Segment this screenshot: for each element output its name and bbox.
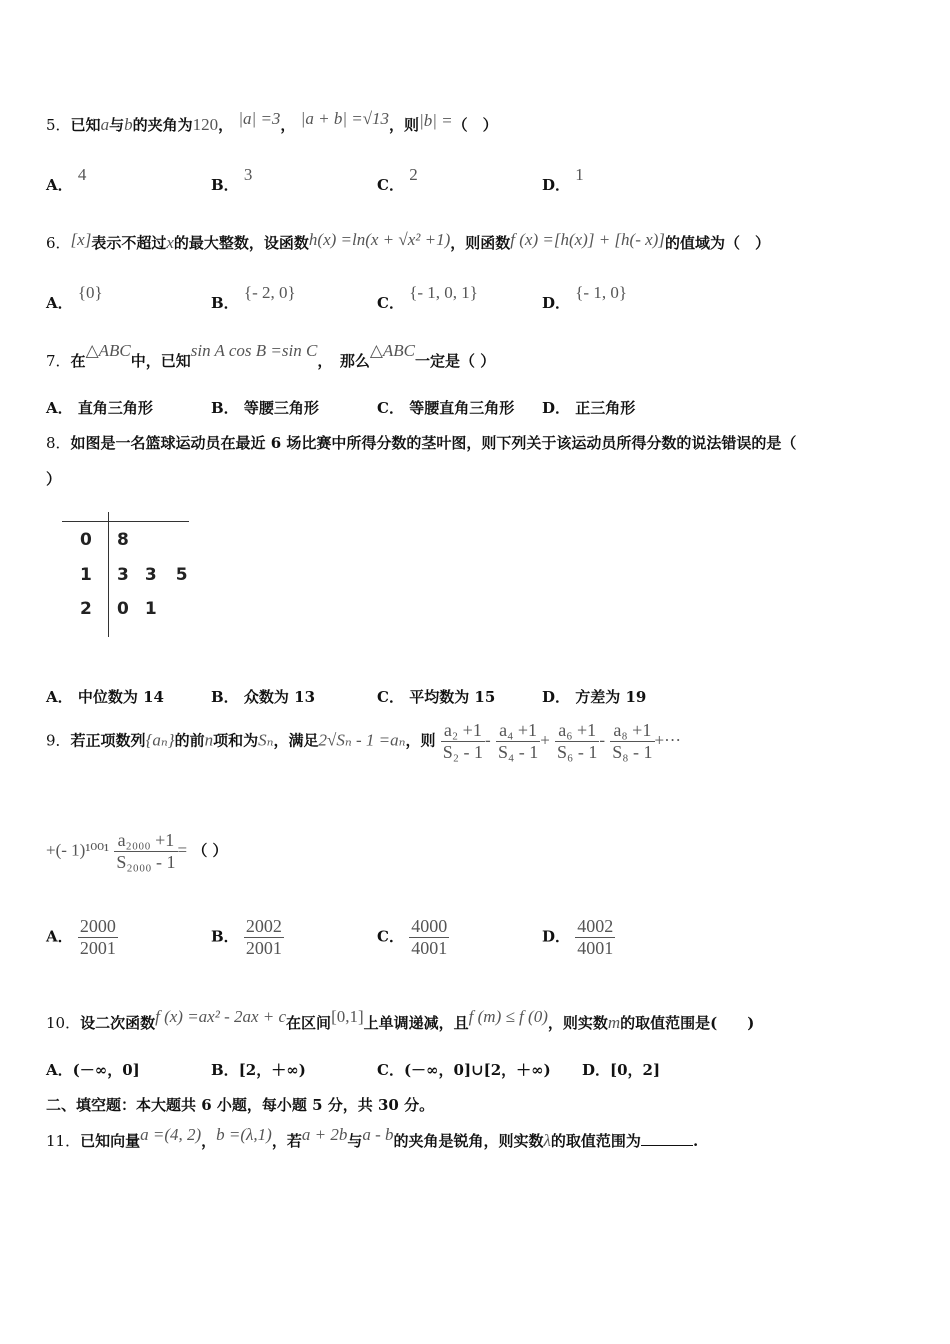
question-10: 10．设二次函数f (x) =ax² - 2ax + c在区间[0,1]上单调递减，且f (m) ≤ f (0)，则实数m的取值范围是( ) [46,1007,755,1032]
question-8-cont: ） [46,470,62,488]
option-c[interactable]: C． {- 1, 0, 1} [377,283,478,312]
option-b[interactable]: B． $\frac{2002}{2001}$ [211,916,282,958]
option-d[interactable]: D． {- 1, 0} [542,283,627,312]
option-b[interactable]: B． 等腰三角形 [211,399,319,417]
plot-header-line [62,521,189,522]
math-expr: f (x) =ax² - 2ax + c [155,1007,287,1026]
option-d[interactable]: D． 方差为 19 [542,688,647,706]
leaf-row: 8 [117,530,129,550]
plot-divider-line [108,512,109,637]
option-d[interactable]: D． 正三角形 [542,399,636,417]
math-expr: |a| =3 [238,109,281,128]
option-a[interactable]: A． 4 [46,165,87,194]
fraction: $\frac{\text{a₄ +1}}{\text{S₄ - 1}}$ [497,720,539,762]
answer-blank[interactable] [641,1145,693,1146]
option-d[interactable]: D． $\frac{4002}{4001}$ [542,916,614,958]
question-5: 5．已知a与b的夹角为120， |a| =3， |a + b| =√13，则|b| =（ ） [46,109,498,134]
option-a[interactable]: A． {0} [46,283,103,312]
question-9-cont: +(- 1)¹⁰⁰¹ $\frac{\text{a₂₀₀₀ +1}}{\text{S₂₀₀₀ - 1}}$ = （ ） [46,830,228,872]
question-6: 6．[x]表示不超过x的最大整数，设函数h(x) =ln(x + √x² +1)，则函数f (x) =[h(x)] + [h(- x)]的值域为（ ） [46,230,770,252]
leaf-row: 0 1 [117,599,157,619]
stem-row: 0 [80,530,92,550]
option-c[interactable]: C． 等腰直角三角形 [377,399,515,417]
option-d[interactable]: D． 1 [542,165,584,194]
option-b[interactable]: B． {- 2, 0} [211,283,296,312]
math-expr: a =(4, 2) [140,1125,202,1144]
math-expr: b =(λ,1) [216,1125,272,1144]
math-expr: f (m) ≤ f (0) [468,1007,548,1026]
fraction: $\frac{\text{a₈ +1}}{\text{S₈ - 1}}$ [612,720,653,762]
section-heading: 二、填空题：本大题共 6 小题，每小题 5 分，共 30 分。 [46,1096,435,1114]
stem-row: 2 [80,599,92,619]
option-d[interactable]: D．[0，2] [582,1061,661,1079]
option-c[interactable]: C． 2 [377,165,418,194]
math-expr: sin A cos B =sin C [190,341,318,360]
question-11: 11．已知向量a =(4, 2)，b =(λ,1)，若a + 2b与a - b的夹角是锐角，则实数λ的取值范围为 . [46,1125,699,1150]
fraction: $\frac{\text{a₂₀₀₀ +1}}{\text{S₂₀₀₀ - 1}}$ [116,830,176,872]
question-7: 7．在△ABC中，已知sin A cos B =sin C， 那么△ABC一定是（ ） [46,341,496,370]
math-expr: 2√Sₙ - 1 =aₙ [318,730,406,750]
fraction: $\frac{\text{a₂ +1}}{\text{S₂ - 1}}$ [442,720,484,762]
leaf-row: 3 3 5 [117,565,188,585]
option-c[interactable]: C．(－∞，0]∪[2，＋∞) [377,1061,551,1079]
option-b[interactable]: B． 众数为 13 [211,688,316,706]
option-c[interactable]: C． $\frac{4000}{4001}$ [377,916,448,958]
option-c[interactable]: C． 平均数为 15 [377,688,496,706]
stem-row: 1 [80,565,92,585]
option-a[interactable]: A． $\frac{2000}{2001}$ [46,916,116,958]
question-8: 8．如图是一名篮球运动员在最近 6 场比赛中所得分数的茎叶图，则下列关于该运动员所得分数的说法错误的是（ [46,434,797,452]
fraction: $\frac{\text{a₆ +1}}{\text{S₆ - 1}}$ [557,720,598,762]
math-expr: |b| = [419,111,453,130]
math-expr: |a + b| =√13 [300,109,390,128]
option-b[interactable]: B．[2，＋∞) [211,1061,306,1079]
math-expr: h(x) =ln(x + √x² +1) [308,230,451,249]
option-b[interactable]: B． 3 [211,165,253,194]
question-number: 5． [46,116,71,134]
question-9: 9．若正项数列{aₙ}的前n项和为Sₙ，满足2√Sₙ - 1 =aₙ，则 $\frac{\text{a₂ +1}}{\text{S₂ - 1}}$ - $\frac{\text{a₄ +1}}{\text{S₄ - 1}}$ + $\frac{\text{a₆ +1}}{\text{S₆ - 1}}$ - $\frac{\text{a₈ +1}}{\text{S₈ - 1}}$ +··· [46,720,682,762]
option-a[interactable]: A．(－∞，0] [46,1061,140,1079]
option-a[interactable]: A． 中位数为 14 [46,688,164,706]
angle-value: 120 [192,115,219,134]
math-expr: f (x) =[h(x)] + [h(- x)] [510,230,665,249]
stem-leaf-plot [62,512,192,642]
option-a[interactable]: A． 直角三角形 [46,399,153,417]
